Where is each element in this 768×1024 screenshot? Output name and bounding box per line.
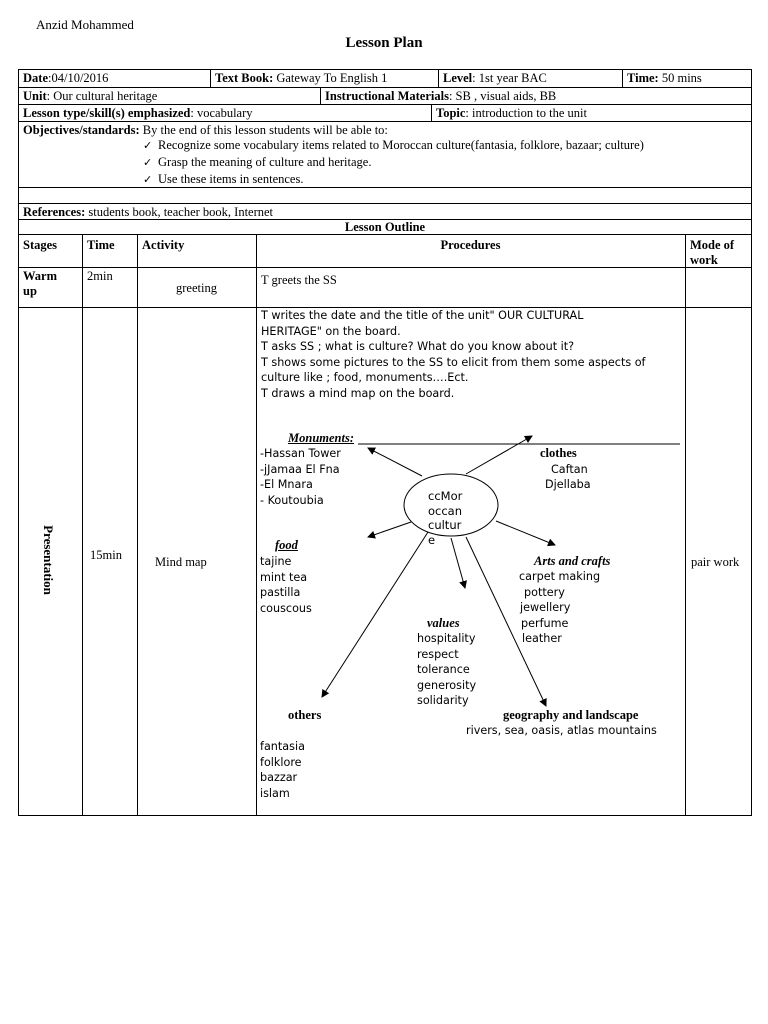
- column-header-mode: Mode of work: [690, 238, 735, 267]
- arts-item: carpet making: [519, 570, 601, 583]
- others-list: fantasia folklore bazzar islam: [260, 740, 305, 800]
- column-header-time: Time: [87, 238, 115, 252]
- others-title: others: [288, 708, 322, 722]
- clothes-item: Caftan: [551, 463, 588, 476]
- objectives-intro: By the end of this lesson students will be able to:: [142, 123, 388, 137]
- page-title: Lesson Plan: [345, 35, 423, 51]
- stage-warmup: Warm up: [23, 269, 58, 298]
- column-header-activity: Activity: [142, 238, 185, 252]
- presentation-mode: pair work: [691, 555, 740, 569]
- references-value: students book, teacher book, Internet: [88, 205, 274, 219]
- arrow-monuments: [368, 448, 422, 476]
- level-label: Level: [443, 71, 473, 85]
- checkmark-icon: ✓: [143, 173, 153, 186]
- objective-item: ✓ Grasp the meaning of culture and heritage.: [143, 155, 372, 169]
- warmup-time: 2min: [87, 269, 113, 283]
- arrow-food: [368, 522, 411, 537]
- textbook-label: Text Book:: [215, 71, 274, 85]
- checkmark-icon: ✓: [143, 139, 153, 152]
- objective-item: ✓ Use these items in sentences.: [143, 172, 304, 186]
- arts-title: Arts and crafts: [534, 554, 611, 568]
- arrow-arts: [496, 521, 555, 545]
- food-list: tajine mint tea pastilla couscous: [260, 555, 312, 615]
- clothes-item: Djellaba: [545, 478, 591, 491]
- geography-item: rivers, sea, oasis, atlas mountains: [466, 724, 657, 737]
- arts-item: leather: [522, 632, 562, 645]
- geography-title: geography and landscape: [503, 708, 639, 722]
- arrow-others: [322, 532, 428, 697]
- food-title: food: [275, 538, 298, 552]
- topic-label: Topic: [436, 106, 466, 120]
- arrow-clothes: [466, 436, 532, 474]
- column-header-procedures: Procedures: [440, 238, 501, 252]
- presentation-time: 15min: [90, 548, 122, 562]
- warmup-activity: greeting: [176, 281, 217, 295]
- monuments-list: -Hassan Tower -jJamaa El Fna -El Mnara - Koutoubia: [260, 447, 341, 507]
- lesson-type-label: Lesson type/skill(s) emphasized: [23, 106, 191, 120]
- author-name: Anzid Mohammed: [36, 17, 134, 32]
- column-header-stages: Stages: [23, 238, 58, 252]
- stage-presentation: Presentation: [41, 525, 56, 595]
- arts-item: pottery: [524, 586, 565, 599]
- level-value: : 1st year BAC: [472, 71, 547, 85]
- time-value: 50 mins: [661, 71, 702, 85]
- arts-item: perfume: [521, 617, 569, 630]
- unit-label: Unit: [23, 89, 47, 103]
- arts-item: jewellery: [520, 601, 571, 614]
- warmup-procedure: T greets the SS: [261, 273, 337, 287]
- monuments-title: Monuments:: [288, 431, 354, 445]
- values-list: hospitality respect tolerance generosity solidarity: [417, 632, 477, 707]
- presentation-activity: Mind map: [155, 555, 207, 569]
- procedures-text: T writes the date and the title of the unit" OUR CULTURAL HERITAGE" on the board. T asks SS ; what is culture? What do you know about it? T shows some pictures to the SS to elicit from them some aspects of culture like ; food, monuments….Ect. T draws a mind map on the board.: [261, 309, 646, 400]
- topic-value: : introduction to the unit: [465, 106, 587, 120]
- references-label: References:: [23, 205, 86, 219]
- date-value: :04/10/2016: [48, 71, 109, 85]
- date-label: Date: [23, 71, 48, 85]
- mind-map-center-text: ccMor occan cultur e: [428, 489, 463, 547]
- clothes-title: clothes: [540, 446, 577, 460]
- objectives-label: Objectives/standards:: [23, 123, 140, 137]
- materials-label: Instructional Materials: [325, 89, 449, 103]
- lesson-outline-title: Lesson Outline: [344, 220, 426, 234]
- time-label: Time:: [627, 71, 659, 85]
- materials-value: : SB , visual aids, BB: [448, 89, 557, 103]
- objective-item: ✓ Recognize some vocabulary items related to Moroccan culture(fantasia, folklore, bazaar; culture): [143, 138, 644, 152]
- checkmark-icon: ✓: [143, 156, 153, 169]
- unit-value: : Our cultural heritage: [46, 89, 158, 103]
- lesson-type-value: : vocabulary: [190, 106, 253, 120]
- values-title: values: [427, 616, 460, 630]
- textbook-value: Gateway To English 1: [276, 71, 388, 85]
